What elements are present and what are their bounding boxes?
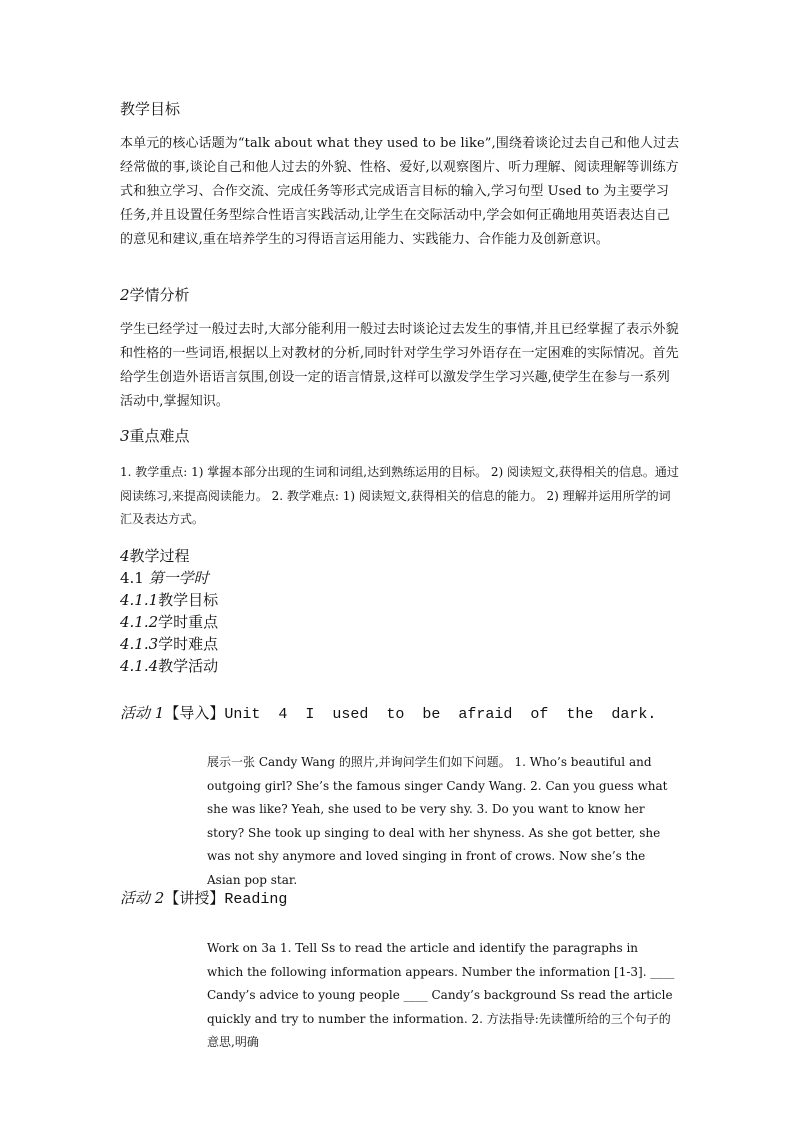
activity1-paragraph: 展示一张 Candy Wang 的照片,并询问学生们如下问题。 1. Who’s beautiful and outgoing girl? She’s the famous singer Candy Wang. 2. Can you guess what she was like? Yeah, she used to be very shy. 3. Do you want to know her story? She took up singing to deal with her shyness. As she got better, she was not shy anymore and loved singing in front of crows. Now she’s the Asian pop star. [207,755,668,887]
process-outline [120,545,680,677]
objectives-heading: 教学目标 [120,100,181,118]
process-section-4-1-2: 4.1.2学时重点 [120,613,219,631]
analysis-heading [120,284,680,305]
process-section-4-1-4: 4.1.4教学活动 [120,657,219,675]
analysis-paragraph: 学生已经学过一般过去时,大部分能利用一般过去时谈论过去发生的事情,并且已经掌握了表示外貌和性格的一些词语,根据以上对教材的分析,同时针对学生学习外语存在一定困难的实际情况。首先给学生创造外语语言氛围,创设一定的语言情景,这样可以激发学生学习兴趣,使学生在参与一系列活动中,掌握知识。 [120,322,679,409]
process-heading: 4教学过程 [120,547,190,565]
activity1-heading: 活动 1【导入】Unit 4 I used to be afraid of the dark. [120,704,657,723]
keypoints-title: 重点难点 [129,427,190,445]
process-section-4-1: 4.1 第一学时 [120,569,209,587]
analysis-number: 2 [120,286,130,304]
keypoints-number: 3 [120,427,130,445]
process-section-4-1-1: 4.1.1教学目标 [120,591,219,609]
process-section-4-1-3: 4.1.3学时难点 [120,635,219,653]
activity2-paragraph: Work on 3a 1. Tell Ss to read the article and identify the paragraphs in which the following information appears. Number the information [1-3]. ____ Candy’s advice to young people ____ Candy’s background Ss read the article quickly and try to number the information. 2. 方法指导:先读懂所给的三个句子的意思,明确 [207,941,675,1049]
analysis-title: 学情分析 [129,286,190,304]
keypoints-paragraph: 1. 教学重点: 1) 掌握本部分出现的生词和词组,达到熟练运用的目标。 2) 阅读短文,获得相关的信息。通过阅读练习,来提高阅读能力。 2. 教学难点: 1) 阅读短文,获得相关的信息的能力。 2) 理解并运用所学的词汇及表达方式。 [120,465,679,526]
objectives-paragraph: 本单元的核心话题为“talk about what they used to be like”,围绕着谈论过去自己和他人过去经常做的事,谈论自己和他人过去的外貌、性格、爱好,以观察图片、听力理解、阅读理解等训练方式和独立学习、合作交流、完成任务等形式完成语言目标的输入,学习句型 Used to 为主要学习任务,并且设置任务型综合性语言实践活动,让学生在交际活动中,学会如何正确地用英语表达自己的意见和建议,重在培养学生的习得语言运用能力、实践能力、合作能力及创新意识。 [120,136,680,247]
activity2-heading: 活动 2【讲授】Reading [120,889,288,908]
keypoints-heading [120,425,680,446]
